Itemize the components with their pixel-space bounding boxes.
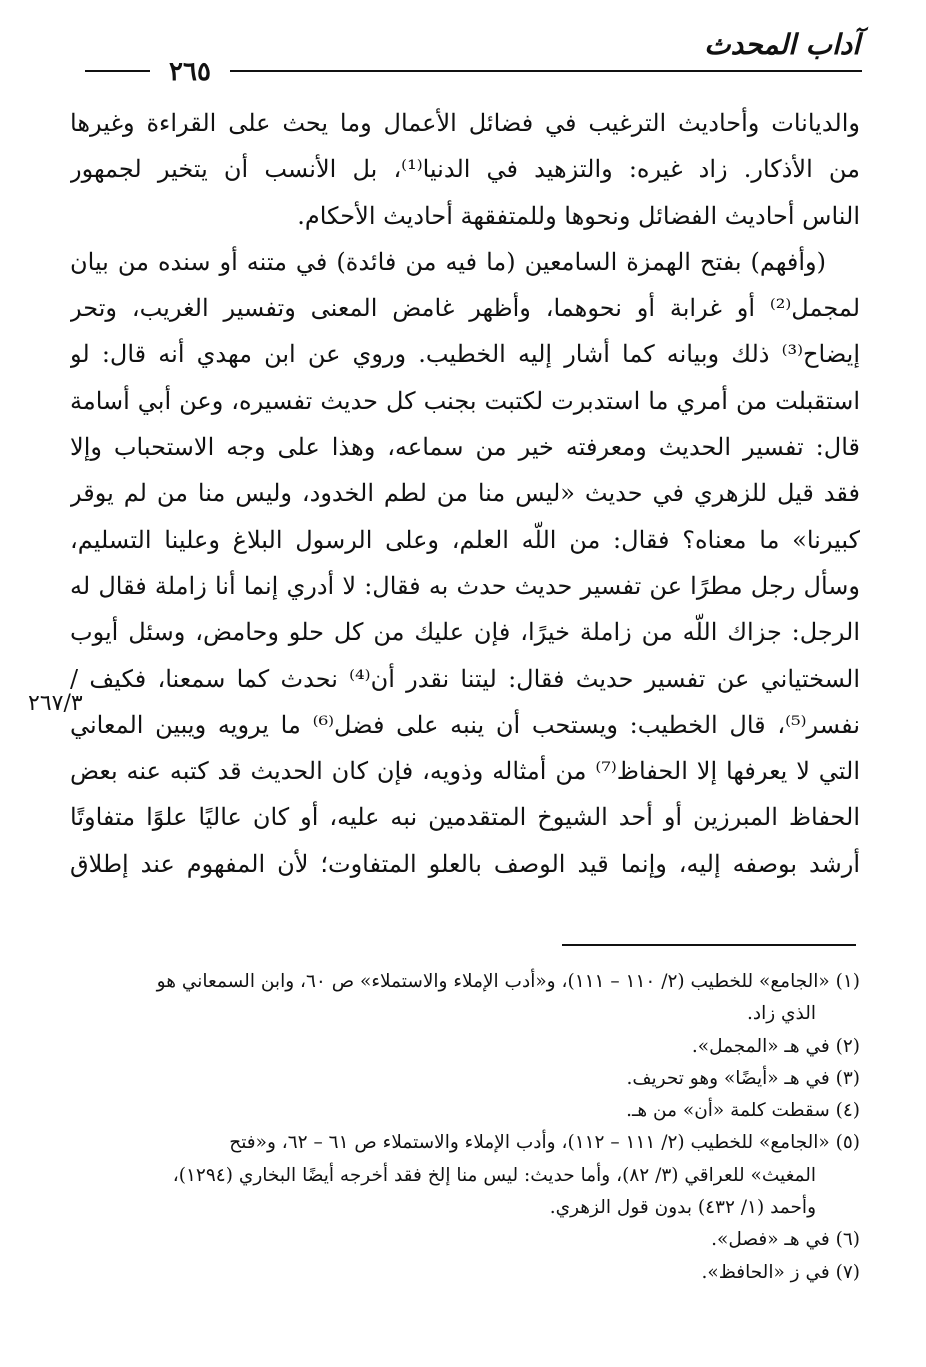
text-line: الحفاظ المبرزين أو أحد الشيوخ المتقدمين نبه عليه، أو كان عاليًا علوًا متفاوتًا bbox=[70, 803, 860, 832]
text-line: والديانات وأحاديث الترغيب في فضائل الأعمال وما يحث على القراءة وغيرها bbox=[70, 109, 860, 137]
text-line: استقبلت من أمري ما استدبرت لكتبت بجنب كل حديث تفسيره، وعن أبي أسامة bbox=[70, 386, 860, 415]
header-rule-right bbox=[230, 70, 862, 72]
footnote-line: الذي زاد. bbox=[746, 1003, 816, 1025]
text-line: نفسر⁽⁵⁾، قال الخطيب: ويستحب أن ينبه على فضل⁽⁶⁾ ما يرويه ويبين المعاني bbox=[70, 710, 860, 739]
text-line: التي لا يعرفها إلا الحفاظ⁽⁷⁾ من أمثاله وذويه، فإن كان الحديث قد كتبه عنه بعض bbox=[70, 757, 860, 786]
text-line: كبيرنا» ما معناه؟ فقال: من اللّه العلم، وعلى الرسول البلاغ وعلينا التسليم، bbox=[70, 525, 860, 554]
footnote-line: (٧) في ز «الحافظ». bbox=[701, 1261, 860, 1283]
text-line: (وأفهم) بفتح الهمزة السامعين (ما فيه من فائدة) في متنه أو سنده من بيان bbox=[70, 247, 826, 276]
text-line: السختياني عن تفسير حديث فقال: ليتنا نقدر أن⁽⁴⁾ نحدث كما سمعنا، فكيف / bbox=[70, 664, 860, 693]
footnote-line: (٢) في هـ «المجمل». bbox=[691, 1035, 860, 1057]
text-line: فقد قيل للزهري في حديث «ليس منا من لطم الخدود، وليس منا من لم يوقر bbox=[70, 479, 860, 508]
text-line: الرجل: جزاك اللّه من زاملة خيرًا، فإن عليك من كل حلو وحامض، وسئل أيوب bbox=[70, 618, 860, 647]
text-line: الناس أحاديث الفضائل ونحوها وللمتفقهة أحاديث الأحكام. bbox=[297, 201, 860, 230]
page-number: ٢٦٥ bbox=[169, 57, 211, 87]
footnote-line: المغيث» للعراقي (٣/ ٨٢)، وأما حديث: ليس منا إلخ فقد أخرجه أيضًا البخاري (١٢٩٤)، bbox=[172, 1164, 816, 1186]
running-header-title: آداب المحدث bbox=[704, 28, 860, 61]
header-rule-left bbox=[85, 70, 150, 72]
text-line: لمجمل⁽²⁾ أو غرابة أو نحوهما، وأظهر غامض المعنى وتفسير الغريب، وتحر bbox=[70, 294, 860, 323]
footnote-line: (٦) في هـ «فصل». bbox=[711, 1229, 860, 1251]
main-text bbox=[70, 100, 860, 887]
footnote-line: (١) «الجامع» للخطيب (٢/ ١١٠ – ١١١)، و«أدب الإملاء والاستملاء» ص ٦٠، وابن السمعاني هو bbox=[156, 971, 860, 992]
footnote-line: (٤) سقطت كلمة «أن» من هـ. bbox=[626, 1100, 860, 1122]
margin-page-reference: ٢٦٧/٣ bbox=[28, 691, 83, 716]
footnotes bbox=[70, 966, 860, 1289]
footnote-separator bbox=[562, 944, 856, 946]
text-line: وسأل رجل مطرًا عن تفسير حديث حدث به فقال: لا أدري إنما أنا زاملة فقال له bbox=[70, 571, 860, 600]
footnote-line: (٣) في هـ «أيضًا» وهو تحريف. bbox=[626, 1067, 860, 1089]
text-line: قال: تفسير الحديث ومعرفته خير من سماعه، وهذا على وجه الاستحباب وإلا bbox=[70, 433, 860, 462]
text-line: أرشد بوصفه إليه، وإنما قيد الوصف بالعلو المتفاوت؛ لأن المفهوم عند إطلاق bbox=[70, 849, 860, 878]
footnote-line: وأحمد (١/ ٤٣٢) بدون قول الزهري. bbox=[549, 1197, 816, 1219]
footnote-line: (٥) «الجامع» للخطيب (٢/ ١١١ – ١١٢)، وأدب الإملاء والاستملاء ص ٦١ – ٦٢، و«فتح bbox=[229, 1132, 860, 1154]
text-line: من الأذكار. زاد غيره: والتزهيد في الدنيا⁽¹⁾، بل الأنسب أن يتخير لجمهور bbox=[70, 155, 860, 184]
text-line: إيضاح⁽³⁾ ذلك وبيانه كما أشار إليه الخطيب. وروي عن ابن مهدي أنه قال: لو bbox=[70, 340, 860, 369]
